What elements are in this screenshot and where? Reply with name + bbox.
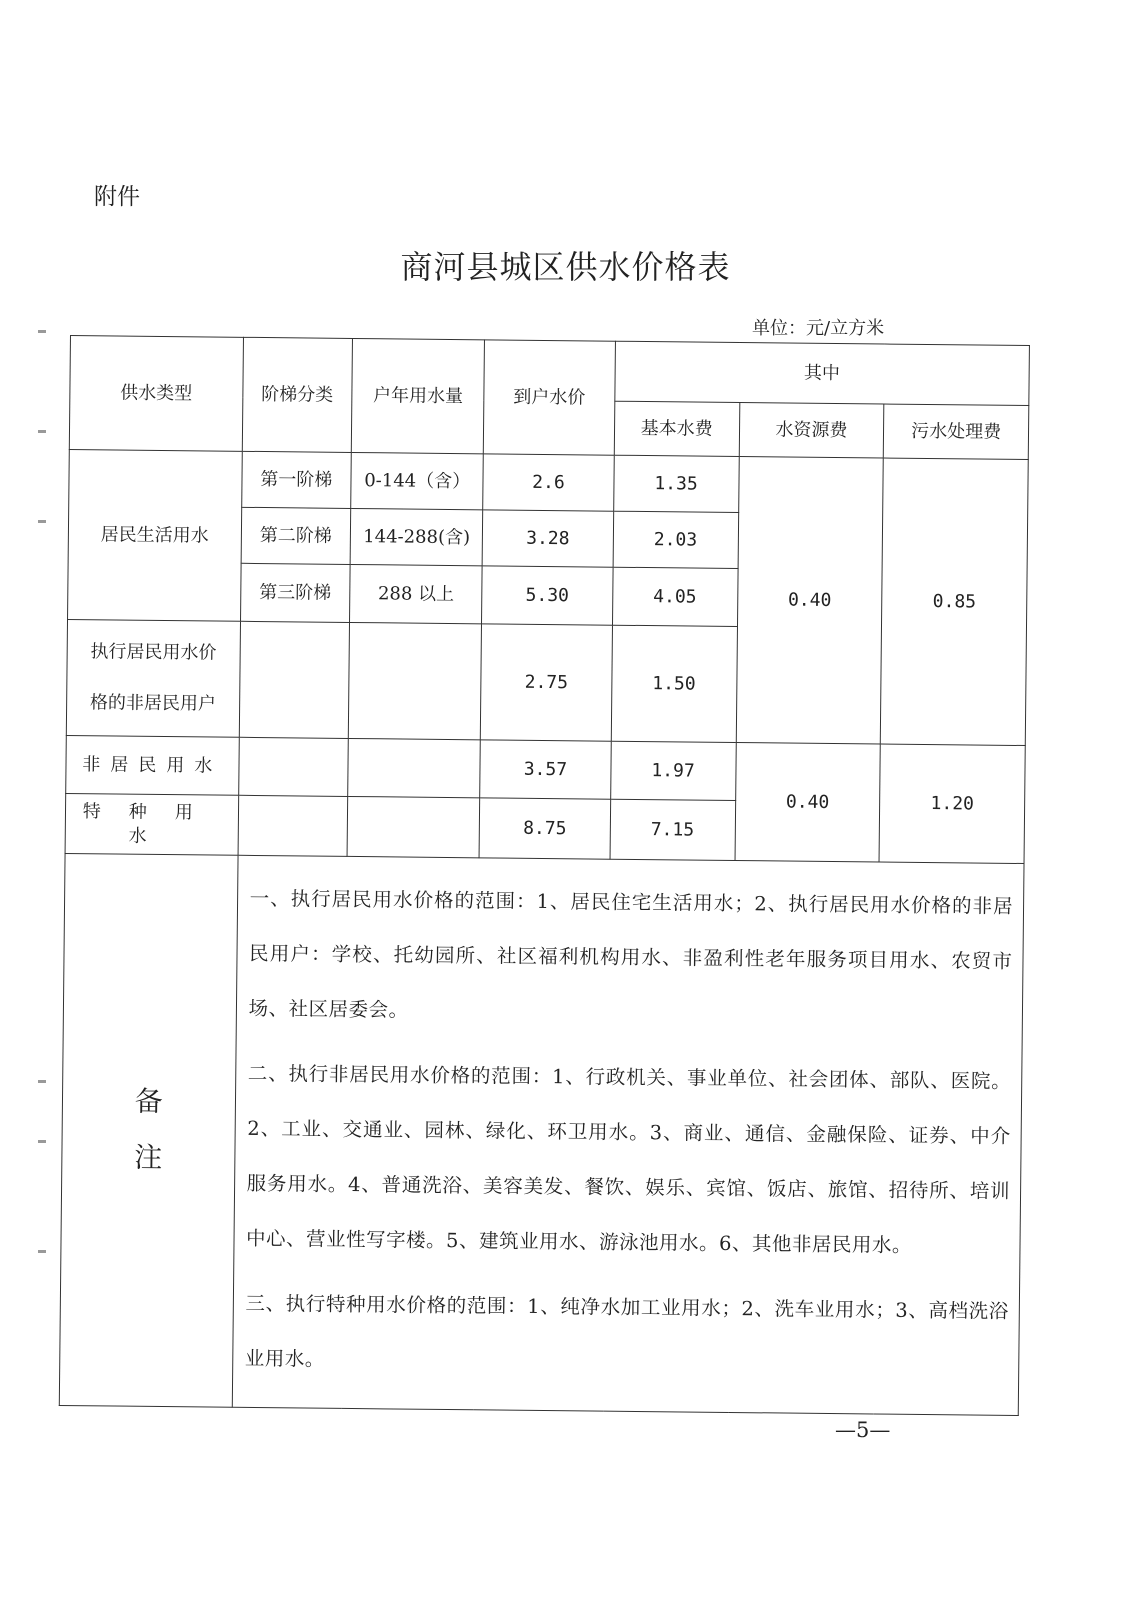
- remarks-label: [59, 853, 237, 1407]
- residential-sewage-fee: 0.85: [881, 458, 1029, 745]
- tier-3-price: 5.30: [482, 566, 613, 625]
- empty-cell: [348, 622, 481, 739]
- nonres-at-res-basic: 1.50: [611, 625, 737, 742]
- special-type: 特种用水: [65, 793, 238, 855]
- remarks-content: [232, 855, 1024, 1415]
- nonres-at-res-type-line2: 格的非居民用户: [89, 691, 217, 715]
- empty-cell: [238, 795, 348, 856]
- header-basic-fee: 基本水费: [614, 401, 740, 456]
- unit-label: 单位：元/立方米: [752, 318, 885, 339]
- header-delivered-price: 到户水价: [484, 340, 615, 455]
- remarks-paragraph-1: 一、执行居民用水价格的范围：1、居民住宅生活用水；2、执行居民用水价格的非居民用户：学校、托幼园所、社区福利机构用水、非盈利性老年服务项目用水、农贸市场、社区居委会。: [248, 886, 1014, 1022]
- scan-mark: [38, 1250, 46, 1253]
- nonres-at-res-price: 2.75: [481, 624, 612, 741]
- tier-2-price: 3.28: [482, 510, 613, 567]
- tier-3-label: 第三阶梯: [240, 563, 350, 622]
- empty-cell: [239, 621, 350, 738]
- nonresidential-basic: 1.97: [610, 741, 736, 800]
- remarks-paragraph-3: 三、执行特种用水价格的范围：1、纯净水加工业用水；2、洗车业用水；3、高档洗浴业用水。: [244, 1291, 1009, 1371]
- tier-2-label: 第二阶梯: [241, 507, 351, 564]
- header-resource-fee: 水资源费: [739, 403, 884, 459]
- special-price: 8.75: [479, 798, 610, 859]
- scan-mark: [38, 1080, 46, 1083]
- header-tier-class: 阶梯分类: [242, 337, 353, 452]
- tier-1-volume: 0-144（含）: [351, 452, 484, 509]
- residential-type: 居民生活用水: [68, 449, 242, 621]
- nonres-at-res-type-line1: 执行居民用水价: [90, 641, 217, 664]
- scan-mark: [38, 430, 46, 433]
- tier-3-volume: 288 以上: [350, 564, 483, 623]
- nonres-special-sewage-fee: 1.20: [879, 744, 1025, 864]
- tier-1-price: 2.6: [483, 454, 614, 511]
- tier-1-label: 第一阶梯: [241, 451, 351, 508]
- empty-cell: [238, 737, 348, 796]
- nonresidential-price: 3.57: [480, 740, 611, 799]
- header-supply-type: 供水类型: [69, 336, 243, 452]
- water-price-table: [59, 335, 1030, 1416]
- header-annual-volume: 户年用水量: [351, 338, 484, 453]
- tier-2-basic: 2.03: [613, 511, 739, 568]
- empty-cell: [347, 796, 480, 857]
- tier-2-volume: 144-288(含): [350, 508, 483, 565]
- special-basic: 7.15: [610, 799, 736, 860]
- empty-cell: [348, 738, 481, 797]
- nonresidential-type: 非居民用水: [66, 735, 239, 795]
- remarks-label-2: 注: [133, 1141, 163, 1175]
- tier-3-basic: 4.05: [612, 567, 738, 626]
- header-sewage-fee: 污水处理费: [884, 404, 1029, 460]
- header-of-which: 其中: [614, 341, 1029, 405]
- scan-mark: [38, 520, 46, 523]
- residential-resource-fee: 0.40: [736, 457, 884, 744]
- nonres-special-resource-fee: 0.40: [735, 742, 881, 862]
- tier-1-basic: 1.35: [613, 455, 739, 512]
- scan-mark: [38, 330, 46, 333]
- remarks-paragraph-2: 二、执行非居民用水价格的范围：1、行政机关、事业单位、社会团体、部队、医院。2、工业、交通业、园林、绿化、环卫用水。3、商业、通信、金融保险、证券、中介服务用水。4、普通洗浴、美容美发、餐饮、娱乐、宾馆、饭店、旅馆、招待所、培训中心、营业性写字楼。5、建筑业用水、游泳池用水。6、其他非居民用水。: [246, 1061, 1012, 1257]
- scan-mark: [38, 1140, 46, 1143]
- nonres-at-res-type: [66, 619, 240, 737]
- remarks-label-1: 备: [134, 1085, 163, 1119]
- page-title: 商河县城区供水价格表: [400, 248, 731, 286]
- attachment-label: 附件: [94, 184, 140, 210]
- page-number: —5—: [835, 1418, 891, 1442]
